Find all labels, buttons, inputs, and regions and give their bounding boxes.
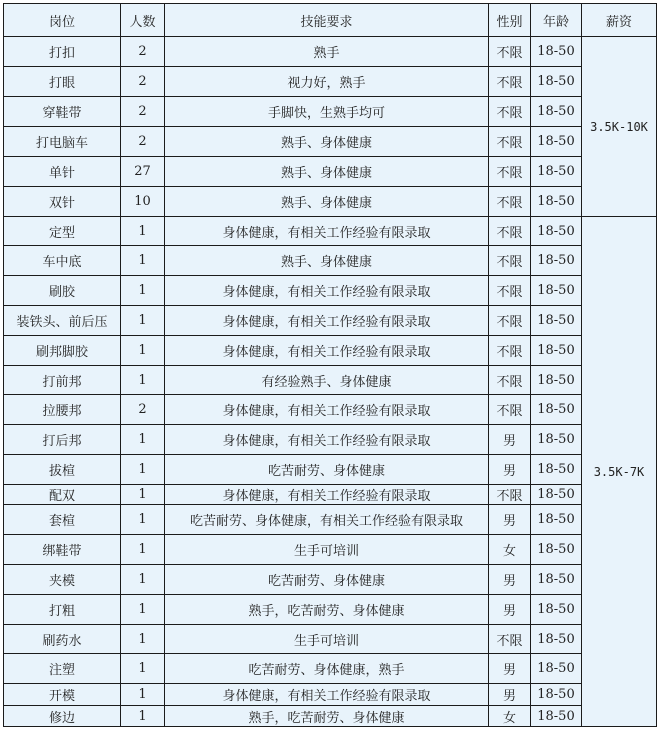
cell-position: 定型 [4, 217, 121, 246]
cell-position: 打前邦 [4, 366, 121, 395]
cell-count: 1 [121, 565, 165, 595]
cell-count: 1 [121, 425, 165, 455]
cell-age: 18-50 [531, 505, 582, 535]
job-table [3, 3, 657, 727]
cell-position: 装铁头、前后压 [4, 306, 121, 336]
cell-count: 2 [121, 67, 165, 97]
cell-gender: 男 [489, 505, 531, 535]
cell-position: 拉腰邦 [4, 395, 121, 425]
cell-count: 1 [121, 485, 165, 505]
cell-position: 打扣 [4, 37, 121, 67]
cell-count: 1 [121, 684, 165, 706]
table-row [4, 276, 657, 306]
cell-requirement: 吃苦耐劳、身体健康 [165, 565, 489, 595]
table-row [4, 505, 657, 535]
table-row [4, 684, 657, 706]
cell-position: 配双 [4, 485, 121, 505]
cell-requirement: 手脚快，生熟手均可 [165, 97, 489, 127]
cell-gender: 男 [489, 425, 531, 455]
cell-count: 1 [121, 625, 165, 654]
cell-gender: 男 [489, 654, 531, 684]
cell-position: 打后邦 [4, 425, 121, 455]
cell-count: 1 [121, 366, 165, 395]
cell-position: 刷邦脚胶 [4, 336, 121, 366]
header-position: 岗位 [4, 4, 121, 37]
header-age: 年龄 [531, 4, 582, 37]
cell-count: 2 [121, 395, 165, 425]
cell-count: 1 [121, 535, 165, 565]
cell-salary: 3.5K-7K [582, 217, 657, 727]
cell-age: 18-50 [531, 395, 582, 425]
cell-position: 注塑 [4, 654, 121, 684]
cell-age: 18-50 [531, 246, 582, 276]
header-gender: 性别 [489, 4, 531, 37]
table-row [4, 595, 657, 625]
cell-requirement: 吃苦耐劳、身体健康，有相关工作经验有限录取 [165, 505, 489, 535]
table-row [4, 706, 657, 727]
cell-requirement: 生手可培训 [165, 535, 489, 565]
table-row [4, 425, 657, 455]
table-row [4, 246, 657, 276]
cell-gender: 不限 [489, 485, 531, 505]
table-row [4, 67, 657, 97]
cell-age: 18-50 [531, 306, 582, 336]
cell-requirement: 吃苦耐劳、身体健康，熟手 [165, 654, 489, 684]
cell-age: 18-50 [531, 425, 582, 455]
cell-age: 18-50 [531, 595, 582, 625]
cell-count: 10 [121, 187, 165, 217]
cell-age: 18-50 [531, 276, 582, 306]
cell-age: 18-50 [531, 654, 582, 684]
cell-position: 夹模 [4, 565, 121, 595]
table-row [4, 366, 657, 395]
cell-count: 1 [121, 217, 165, 246]
cell-requirement: 身体健康，有相关工作经验有限录取 [165, 684, 489, 706]
cell-count: 1 [121, 306, 165, 336]
table-row [4, 336, 657, 366]
cell-age: 18-50 [531, 366, 582, 395]
cell-count: 2 [121, 37, 165, 67]
cell-position: 打粗 [4, 595, 121, 625]
cell-requirement: 熟手，吃苦耐劳、身体健康 [165, 595, 489, 625]
table-header-row [4, 4, 657, 37]
cell-requirement: 熟手、身体健康 [165, 127, 489, 157]
table-row [4, 187, 657, 217]
cell-requirement: 熟手、身体健康 [165, 187, 489, 217]
cell-count: 1 [121, 595, 165, 625]
cell-gender: 女 [489, 706, 531, 727]
cell-position: 刷药水 [4, 625, 121, 654]
cell-gender: 不限 [489, 246, 531, 276]
cell-position: 开模 [4, 684, 121, 706]
cell-position: 套楦 [4, 505, 121, 535]
cell-gender: 不限 [489, 67, 531, 97]
cell-age: 18-50 [531, 37, 582, 67]
cell-count: 1 [121, 455, 165, 485]
cell-count: 1 [121, 505, 165, 535]
cell-age: 18-50 [531, 485, 582, 505]
cell-position: 绑鞋带 [4, 535, 121, 565]
cell-gender: 男 [489, 595, 531, 625]
cell-gender: 不限 [489, 217, 531, 246]
cell-gender: 不限 [489, 187, 531, 217]
cell-age: 18-50 [531, 67, 582, 97]
table-row [4, 535, 657, 565]
cell-age: 18-50 [531, 336, 582, 366]
cell-position: 双针 [4, 187, 121, 217]
table-row [4, 217, 657, 246]
cell-position: 拔楦 [4, 455, 121, 485]
cell-gender: 不限 [489, 157, 531, 187]
cell-age: 18-50 [531, 625, 582, 654]
cell-requirement: 熟手，吃苦耐劳、身体健康 [165, 706, 489, 727]
header-salary: 薪资 [582, 4, 657, 37]
cell-position: 刷胶 [4, 276, 121, 306]
table-row [4, 625, 657, 654]
cell-requirement: 生手可培训 [165, 625, 489, 654]
cell-requirement: 熟手、身体健康 [165, 157, 489, 187]
table-row [4, 306, 657, 336]
cell-requirement: 吃苦耐劳、身体健康 [165, 455, 489, 485]
cell-gender: 不限 [489, 127, 531, 157]
cell-age: 18-50 [531, 187, 582, 217]
cell-requirement: 身体健康，有相关工作经验有限录取 [165, 306, 489, 336]
cell-count: 1 [121, 706, 165, 727]
cell-position: 打眼 [4, 67, 121, 97]
cell-salary: 3.5K-10K [582, 37, 657, 217]
cell-requirement: 熟手、身体健康 [165, 246, 489, 276]
cell-gender: 男 [489, 565, 531, 595]
cell-age: 18-50 [531, 706, 582, 727]
table-row [4, 157, 657, 187]
cell-age: 18-50 [531, 455, 582, 485]
cell-requirement: 视力好，熟手 [165, 67, 489, 97]
cell-requirement: 身体健康，有相关工作经验有限录取 [165, 485, 489, 505]
cell-age: 18-50 [531, 535, 582, 565]
cell-requirement: 身体健康，有相关工作经验有限录取 [165, 395, 489, 425]
table-row [4, 97, 657, 127]
table-row [4, 565, 657, 595]
cell-gender: 不限 [489, 625, 531, 654]
cell-count: 1 [121, 654, 165, 684]
cell-gender: 男 [489, 684, 531, 706]
cell-count: 1 [121, 276, 165, 306]
cell-requirement: 身体健康，有相关工作经验有限录取 [165, 217, 489, 246]
cell-position: 修边 [4, 706, 121, 727]
table-row [4, 455, 657, 485]
cell-gender: 不限 [489, 276, 531, 306]
cell-position: 单针 [4, 157, 121, 187]
table-row [4, 395, 657, 425]
cell-count: 2 [121, 97, 165, 127]
cell-age: 18-50 [531, 127, 582, 157]
cell-gender: 不限 [489, 306, 531, 336]
cell-age: 18-50 [531, 157, 582, 187]
table-row [4, 37, 657, 67]
cell-requirement: 身体健康，有相关工作经验有限录取 [165, 336, 489, 366]
cell-gender: 女 [489, 535, 531, 565]
cell-age: 18-50 [531, 565, 582, 595]
cell-age: 18-50 [531, 97, 582, 127]
cell-requirement: 熟手 [165, 37, 489, 67]
cell-count: 1 [121, 336, 165, 366]
header-requirement: 技能要求 [165, 4, 489, 37]
cell-position: 穿鞋带 [4, 97, 121, 127]
cell-gender: 不限 [489, 395, 531, 425]
cell-gender: 不限 [489, 97, 531, 127]
cell-count: 27 [121, 157, 165, 187]
cell-gender: 不限 [489, 366, 531, 395]
header-count: 人数 [121, 4, 165, 37]
table-row [4, 485, 657, 505]
cell-requirement: 有经验熟手、身体健康 [165, 366, 489, 395]
table-row [4, 127, 657, 157]
cell-age: 18-50 [531, 684, 582, 706]
cell-requirement: 身体健康，有相关工作经验有限录取 [165, 276, 489, 306]
cell-count: 1 [121, 246, 165, 276]
cell-requirement: 身体健康，有相关工作经验有限录取 [165, 425, 489, 455]
cell-position: 打电脑车 [4, 127, 121, 157]
cell-position: 车中底 [4, 246, 121, 276]
cell-count: 2 [121, 127, 165, 157]
table-row [4, 654, 657, 684]
cell-gender: 不限 [489, 37, 531, 67]
cell-gender: 男 [489, 455, 531, 485]
cell-age: 18-50 [531, 217, 582, 246]
cell-gender: 不限 [489, 336, 531, 366]
